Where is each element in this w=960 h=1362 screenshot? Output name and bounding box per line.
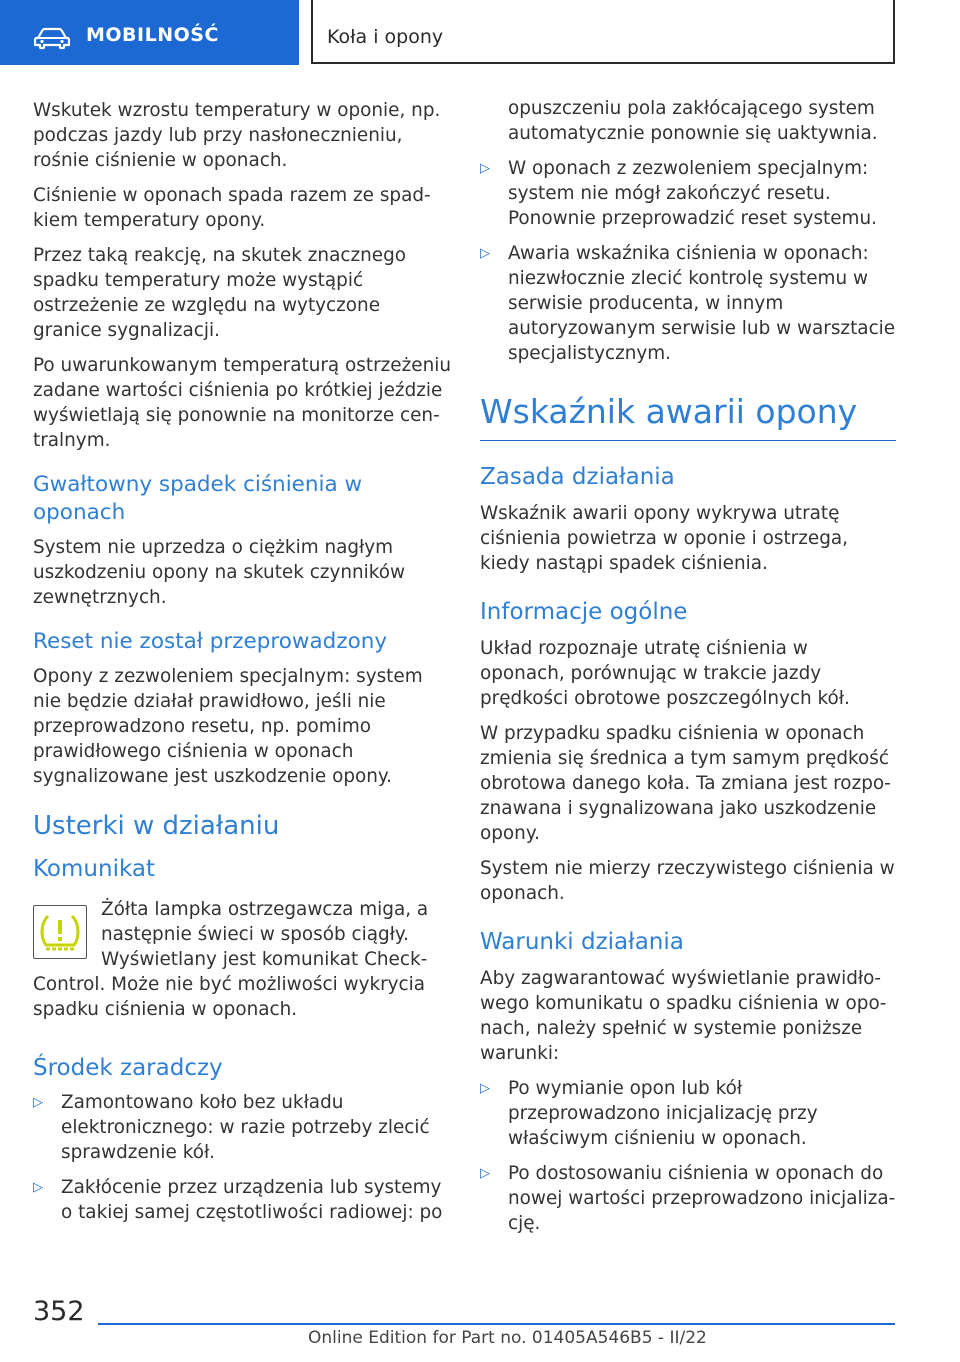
heading-general-information: Informacje ogólne [480, 599, 688, 625]
paragraph: System nie mierzy rzeczywistego ciśnienia w oponach. [480, 858, 895, 904]
section-label: MOBILNOŚĆ [86, 24, 219, 46]
triangle-bullet-icon: ▷ [480, 246, 490, 261]
heading-message: Komunikat [33, 856, 155, 882]
list-item: ▷ Po wymianie opon lub kół przeprowadzono inicjalizację przy właściwym ciśnieniu w oponach. [480, 1078, 818, 1149]
paragraph: Po uwarunkowanym temperaturą ostrzeżeniu zadane wartości ciśnienia po krótkiej jeździe wyświetlają się ponownie na monitorze centralnym. [33, 355, 451, 451]
tire-pressure-warning-icon [33, 905, 87, 959]
triangle-bullet-icon: ▷ [480, 1081, 490, 1096]
heading-remedy: Środek zaradczy [33, 1055, 223, 1081]
paragraph: Aby zagwarantować wyświetlanie prawidłowego komunikatu o spadku ciśnienia w oponach, należy spełnić w systemie poniższe warunki: [480, 968, 887, 1064]
triangle-bullet-icon: ▷ [480, 161, 490, 176]
footer-divider [98, 1323, 895, 1325]
paragraph: System nie uprzedza o ciężkim nagłym uszkodzeniu opony na skutek czynników zewnętrznych. [33, 537, 406, 608]
right-column [480, 98, 896, 1246]
heading-malfunctions: Usterki w działaniu [33, 811, 280, 841]
list-item: ▷ Zakłócenie przez urządzenia lub systemy o takiej samej częstotliwości radiowej: po [33, 1177, 443, 1223]
paragraph: Wskutek wzrostu temperatury w oponie, np. podczas jazdy lub przy nasłonecznieniu, rośnie ciśnienie w oponach. [33, 100, 441, 171]
list-item: ▷ Awaria wskaźnika ciśnienia w oponach: niezwłocznie zlecić kontrolę systemu w serwisie producenta, w innym autoryzowanym serwisie lub w warsztacie specjalistycznym. [480, 243, 896, 364]
footer-edition: Online Edition for Part no. 01405A546B5 - II/22 [308, 1328, 707, 1348]
heading-operating-conditions: Warunki działania [480, 929, 684, 955]
heading-operating-principle: Zasada działania [480, 464, 675, 490]
paragraph: Opony z zezwoleniem specjalnym: system nie będzie działał prawidłowo, jeśli nie przeprowadzono resetu, np. pomimo prawidłowego ciśnienia w oponach sygnalizowane jest uszkodzenie opony. [33, 666, 423, 787]
paragraph: Wskaźnik awarii opony wykrywa utratę ciśnienia powietrza w oponie i ostrzega, kiedy nastąpi spadek ciśnienia. [480, 503, 849, 574]
heading-tire-failure-indicator: Wskaźnik awarii opony [480, 392, 896, 441]
list-item: ▷ W oponach z zezwoleniem specjalnym: system nie mógł zakończyć resetu. Ponownie przeprowadzić reset systemu. [480, 158, 877, 229]
triangle-bullet-icon: ▷ [33, 1180, 43, 1195]
page-number: 352 [33, 1296, 85, 1327]
left-column [33, 98, 451, 1235]
paragraph: W przypadku spadku ciśnienia w oponach zmienia się średnica a tym samym prędkość obrotowa danego koła. Ta zmiana jest rozpoznawana i sygnalizowana jako uszkodzenie opony. [480, 723, 891, 844]
paragraph: Żółta lampka ostrzegawcza miga, a następnie świeci w sposób ciągły. Wyświetlany jest komunikat Check-Control. Może nie być możliwości wykrycia spadku ciśnienia w oponach. [33, 899, 429, 1020]
chapter-header [311, 0, 895, 64]
paragraph: Ciśnienie w oponach spada razem ze spadkiem temperatury opony. [33, 185, 431, 231]
list-item-continuation: opuszczeniu pola zakłócającego system automatycznie ponownie się uaktywnia. [508, 98, 878, 144]
triangle-bullet-icon: ▷ [480, 1166, 490, 1181]
list-item: ▷ Zamontowano koło bez układu elektronicznego: w razie potrzeby zlecić sprawdzenie kół. [33, 1092, 430, 1163]
list-item: ▷ Po dostosowaniu ciśnienia w oponach do nowej wartości przeprowadzono inicjalizację. [480, 1163, 896, 1234]
paragraph: Układ rozpoznaje utratę ciśnienia w oponach, porównując w trakcie jazdy prędkości obrotowe poszczególnych kół. [480, 638, 850, 709]
chapter-title: Koła i opony [327, 26, 444, 48]
heading-sudden-pressure-drop: Gwałtowny spadek ciśnienia w oponach [33, 472, 363, 525]
paragraph: Przez taką reakcję, na skutek znacznego spadku temperatury może wystąpić ostrzeżenie ze względu na wytyczone granice sygnalizacji. [33, 245, 407, 341]
heading-reset-not-performed: Reset nie został przeprowadzony [33, 629, 388, 654]
header-section-tab [0, 0, 299, 65]
triangle-bullet-icon: ▷ [33, 1095, 43, 1110]
car-icon [34, 26, 70, 50]
